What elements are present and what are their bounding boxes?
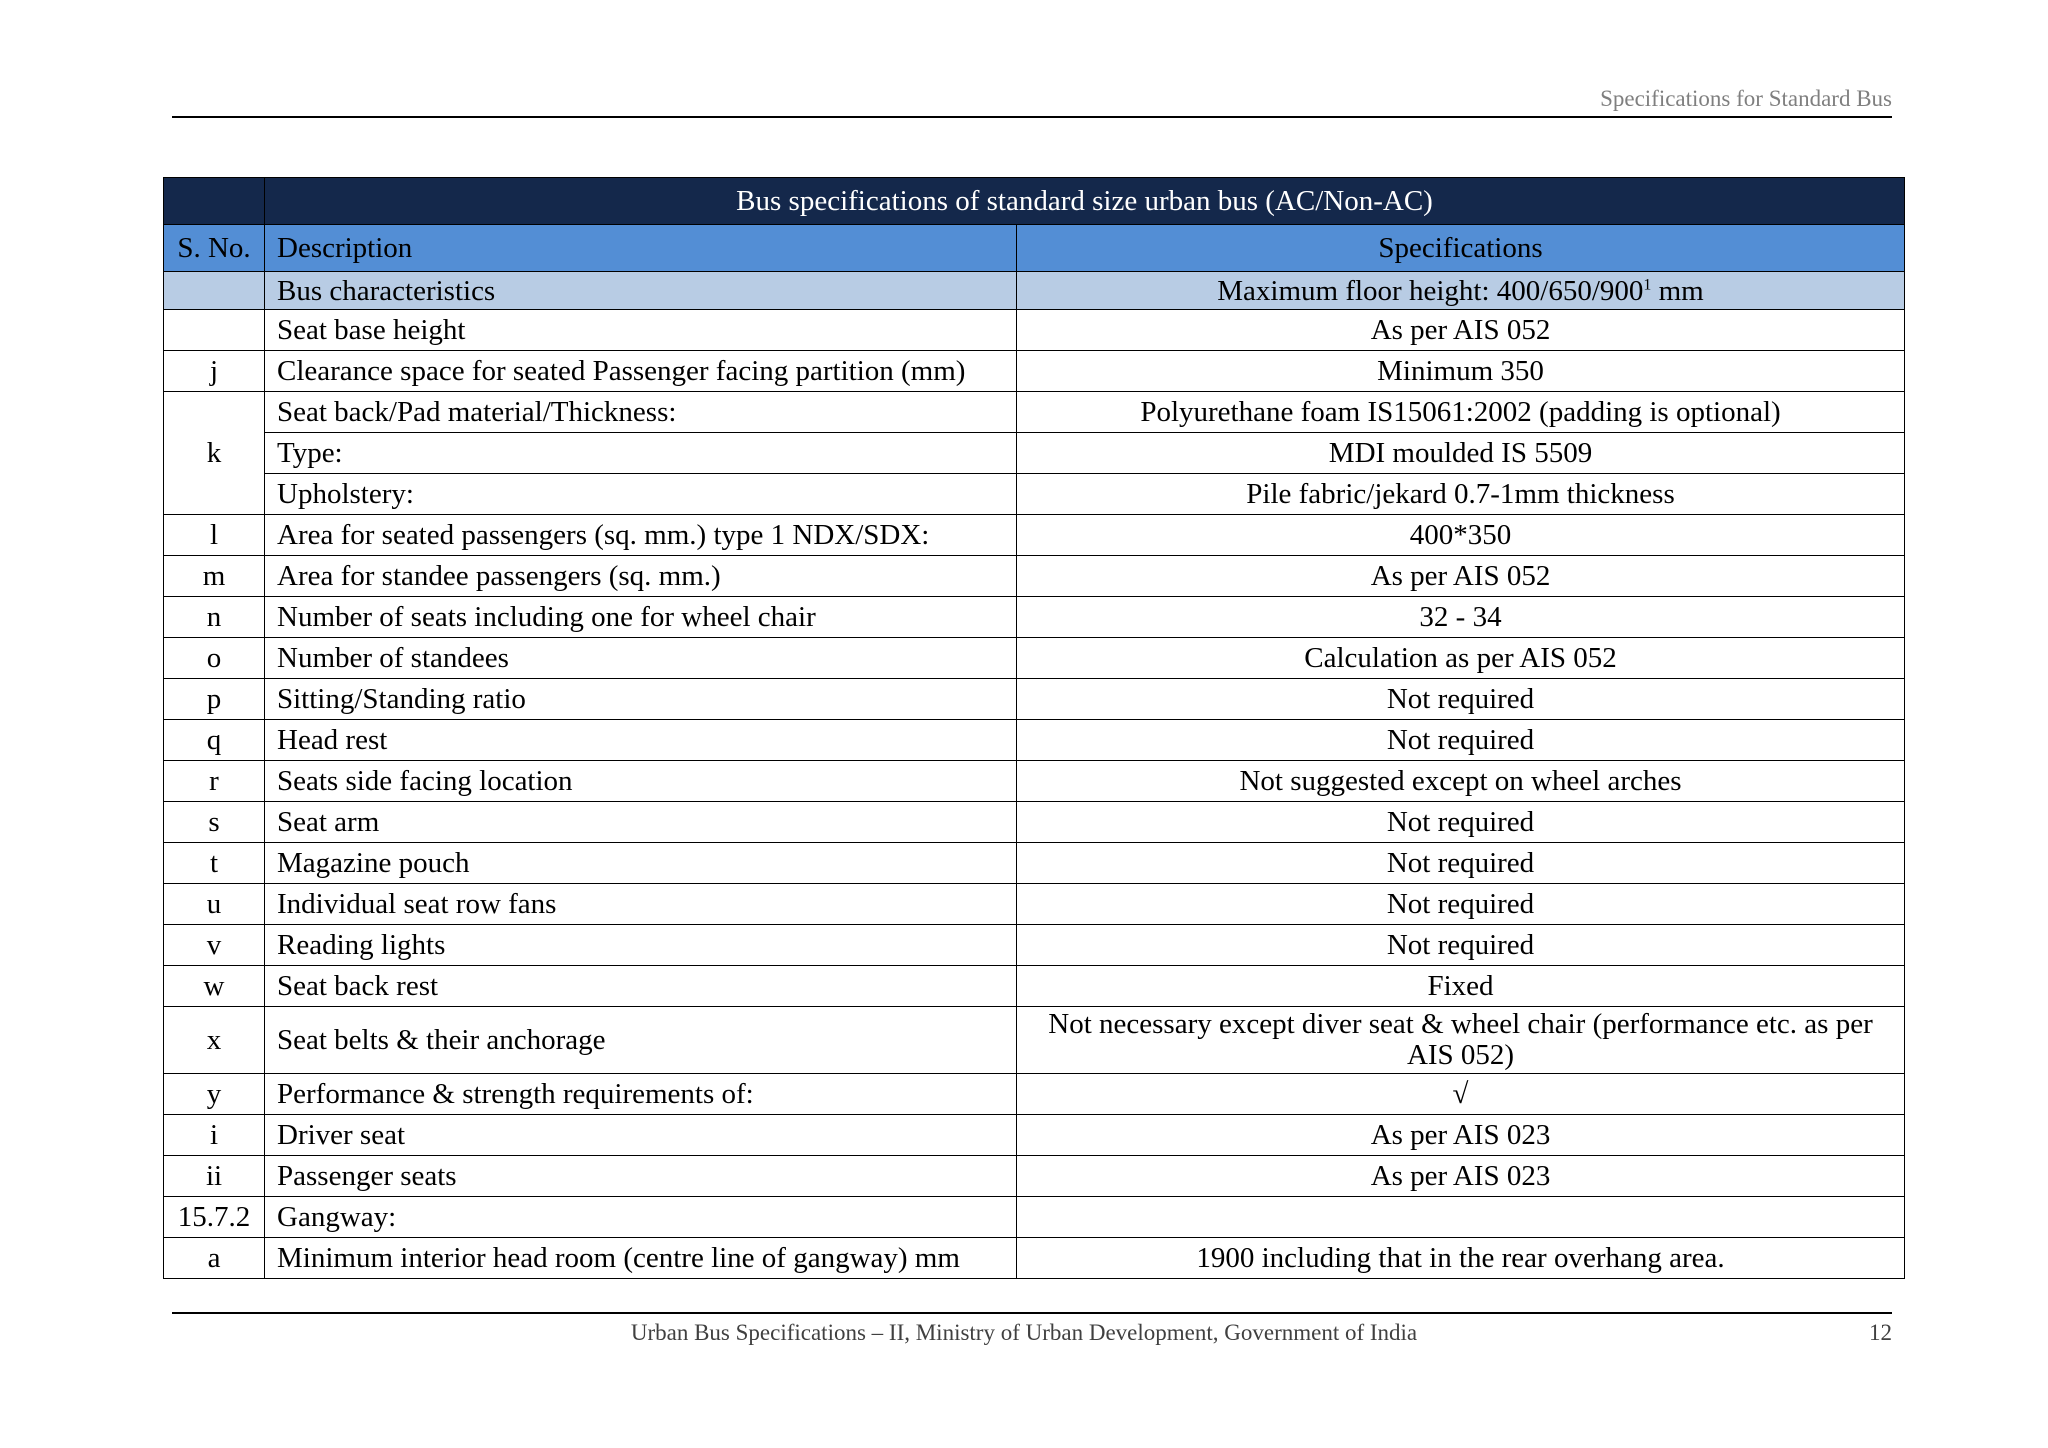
row-description: Area for standee passengers (sq. mm.) [265, 556, 1017, 597]
row-specification: Not required [1017, 843, 1905, 884]
row-sno: k [164, 392, 265, 515]
row-specification: 1900 including that in the rear overhang area. [1017, 1238, 1905, 1279]
row-description: Magazine pouch [265, 843, 1017, 884]
row-specification: MDI moulded IS 5509 [1017, 433, 1905, 474]
row-specification: Not required [1017, 679, 1905, 720]
row-sno: n [164, 597, 265, 638]
table-row [164, 556, 1905, 597]
row-description: Seat arm [265, 802, 1017, 843]
section-sno [164, 272, 265, 310]
footer-rule [172, 1312, 1892, 1314]
row-sno: v [164, 925, 265, 966]
table-row [164, 720, 1905, 761]
section-spec-unit: mm [1651, 274, 1704, 307]
row-specification: As per AIS 052 [1017, 310, 1905, 351]
col-header-description: Description [265, 225, 1017, 272]
row-sno: x [164, 1007, 265, 1074]
col-header-sno: S. No. [164, 225, 265, 272]
row-specification: Not necessary except diver seat & wheel chair (performance etc. as per AIS 052) [1017, 1007, 1905, 1074]
row-specification: Pile fabric/jekard 0.7-1mm thickness [1017, 474, 1905, 515]
row-sno: ii [164, 1156, 265, 1197]
table-row [164, 433, 1905, 474]
row-sno: i [164, 1115, 265, 1156]
table-row [164, 515, 1905, 556]
table-row [164, 1197, 1905, 1238]
section-spec-text: Maximum floor height: 400/650/900 [1217, 274, 1644, 307]
table-header-row [164, 225, 1905, 272]
row-specification: As per AIS 052 [1017, 556, 1905, 597]
table-row [164, 474, 1905, 515]
row-description: Performance & strength requirements of: [265, 1074, 1017, 1115]
row-specification: As per AIS 023 [1017, 1156, 1905, 1197]
row-description: Driver seat [265, 1115, 1017, 1156]
table-title-row [164, 178, 1905, 225]
row-specification: As per AIS 023 [1017, 1115, 1905, 1156]
row-description: Gangway: [265, 1197, 1017, 1238]
footnote-ref: 1 [1643, 275, 1652, 293]
page-number: 12 [1869, 1320, 1892, 1345]
row-description: Clearance space for seated Passenger facing partition (mm) [265, 351, 1017, 392]
title-blank-cell [164, 178, 265, 225]
table-row [164, 638, 1905, 679]
row-description: Minimum interior head room (centre line of gangway) mm [265, 1238, 1017, 1279]
row-description: Passenger seats [265, 1156, 1017, 1197]
row-sno: w [164, 966, 265, 1007]
table-row [164, 679, 1905, 720]
row-description: Individual seat row fans [265, 884, 1017, 925]
running-header: Specifications for Standard Bus [1600, 86, 1892, 111]
table-title: Bus specifications of standard size urban bus (AC/Non-AC) [265, 178, 1905, 225]
table-row [164, 1115, 1905, 1156]
row-sno: l [164, 515, 265, 556]
row-specification: Polyurethane foam IS15061:2002 (padding is optional) [1017, 392, 1905, 433]
row-description: Head rest [265, 720, 1017, 761]
row-sno: a [164, 1238, 265, 1279]
row-sno [164, 310, 265, 351]
row-description: Seat back/Pad material/Thickness: [265, 392, 1017, 433]
table-row [164, 925, 1905, 966]
row-specification: Not required [1017, 802, 1905, 843]
table-row [164, 761, 1905, 802]
table-row [164, 1238, 1905, 1279]
row-sno: o [164, 638, 265, 679]
row-specification: 32 - 34 [1017, 597, 1905, 638]
table-row [164, 966, 1905, 1007]
row-description: Type: [265, 433, 1017, 474]
row-specification: Fixed [1017, 966, 1905, 1007]
table-row [164, 884, 1905, 925]
row-description: Upholstery: [265, 474, 1017, 515]
row-sno: t [164, 843, 265, 884]
row-description: Seats side facing location [265, 761, 1017, 802]
row-sno: j [164, 351, 265, 392]
header-rule [172, 116, 1892, 118]
row-description: Reading lights [265, 925, 1017, 966]
row-description: Seat belts & their anchorage [265, 1007, 1017, 1074]
row-specification: Not required [1017, 884, 1905, 925]
row-specification: Minimum 350 [1017, 351, 1905, 392]
table-row [164, 1156, 1905, 1197]
table-body [164, 310, 1905, 1279]
row-specification: Not required [1017, 925, 1905, 966]
row-specification: Not required [1017, 720, 1905, 761]
row-description: Number of seats including one for wheel chair [265, 597, 1017, 638]
row-sno: p [164, 679, 265, 720]
row-sno: q [164, 720, 265, 761]
row-description: Seat back rest [265, 966, 1017, 1007]
row-description: Sitting/Standing ratio [265, 679, 1017, 720]
row-specification: √ [1017, 1074, 1905, 1115]
section-spec [1017, 272, 1905, 310]
row-sno: m [164, 556, 265, 597]
section-row [164, 272, 1905, 310]
footer-text: Urban Bus Specifications – II, Ministry of Urban Development, Government of India [630, 1320, 1418, 1345]
col-header-specifications: Specifications [1017, 225, 1905, 272]
row-specification: Calculation as per AIS 052 [1017, 638, 1905, 679]
row-specification: Not suggested except on wheel arches [1017, 761, 1905, 802]
section-description: Bus characteristics [265, 272, 1017, 310]
row-description: Seat base height [265, 310, 1017, 351]
table-row [164, 802, 1905, 843]
row-sno: u [164, 884, 265, 925]
row-sno: y [164, 1074, 265, 1115]
table-row [164, 843, 1905, 884]
row-description: Number of standees [265, 638, 1017, 679]
table-row [164, 1074, 1905, 1115]
table-row [164, 351, 1905, 392]
row-specification: 400*350 [1017, 515, 1905, 556]
table-row [164, 310, 1905, 351]
row-sno: 15.7.2 [164, 1197, 265, 1238]
row-description: Area for seated passengers (sq. mm.) type 1 NDX/SDX: [265, 515, 1017, 556]
row-specification [1017, 1197, 1905, 1238]
row-sno: s [164, 802, 265, 843]
spec-table [163, 177, 1905, 1279]
row-sno: r [164, 761, 265, 802]
table-row [164, 1007, 1905, 1074]
table-row [164, 597, 1905, 638]
table-row [164, 392, 1905, 433]
